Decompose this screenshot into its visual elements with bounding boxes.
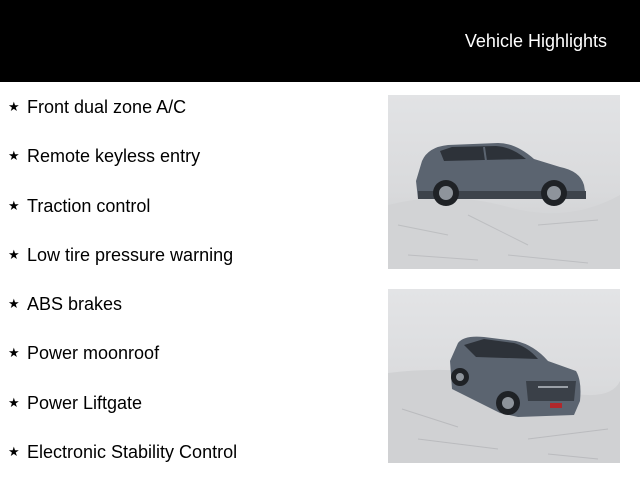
feature-item [8, 342, 159, 364]
star-icon: ★ [8, 198, 20, 213]
feature-label: Front dual zone A/C [27, 97, 187, 117]
vehicle-photo-side [388, 95, 620, 269]
star-icon: ★ [8, 99, 20, 114]
feature-item [8, 441, 237, 463]
feature-label: Electronic Stability Control [27, 442, 238, 462]
star-icon: ★ [8, 345, 20, 360]
feature-label: Remote keyless entry [27, 146, 201, 166]
feature-label: Power Liftgate [27, 393, 143, 413]
feature-item [8, 195, 150, 217]
header-bar [0, 0, 640, 82]
vehicle-photo-front [388, 289, 620, 463]
feature-item [8, 392, 142, 414]
star-icon: ★ [8, 444, 20, 459]
star-icon: ★ [8, 296, 20, 311]
header-title: Vehicle Highlights [464, 31, 607, 51]
feature-item [8, 96, 186, 118]
feature-label: Traction control [27, 196, 151, 216]
feature-item [8, 145, 200, 167]
feature-item [8, 244, 233, 266]
star-icon: ★ [8, 148, 20, 163]
star-icon: ★ [8, 395, 20, 410]
feature-label: ABS brakes [27, 294, 123, 314]
feature-label: Low tire pressure warning [27, 245, 234, 265]
feature-label: Power moonroof [27, 343, 160, 363]
star-icon: ★ [8, 247, 20, 262]
feature-item [8, 293, 122, 315]
